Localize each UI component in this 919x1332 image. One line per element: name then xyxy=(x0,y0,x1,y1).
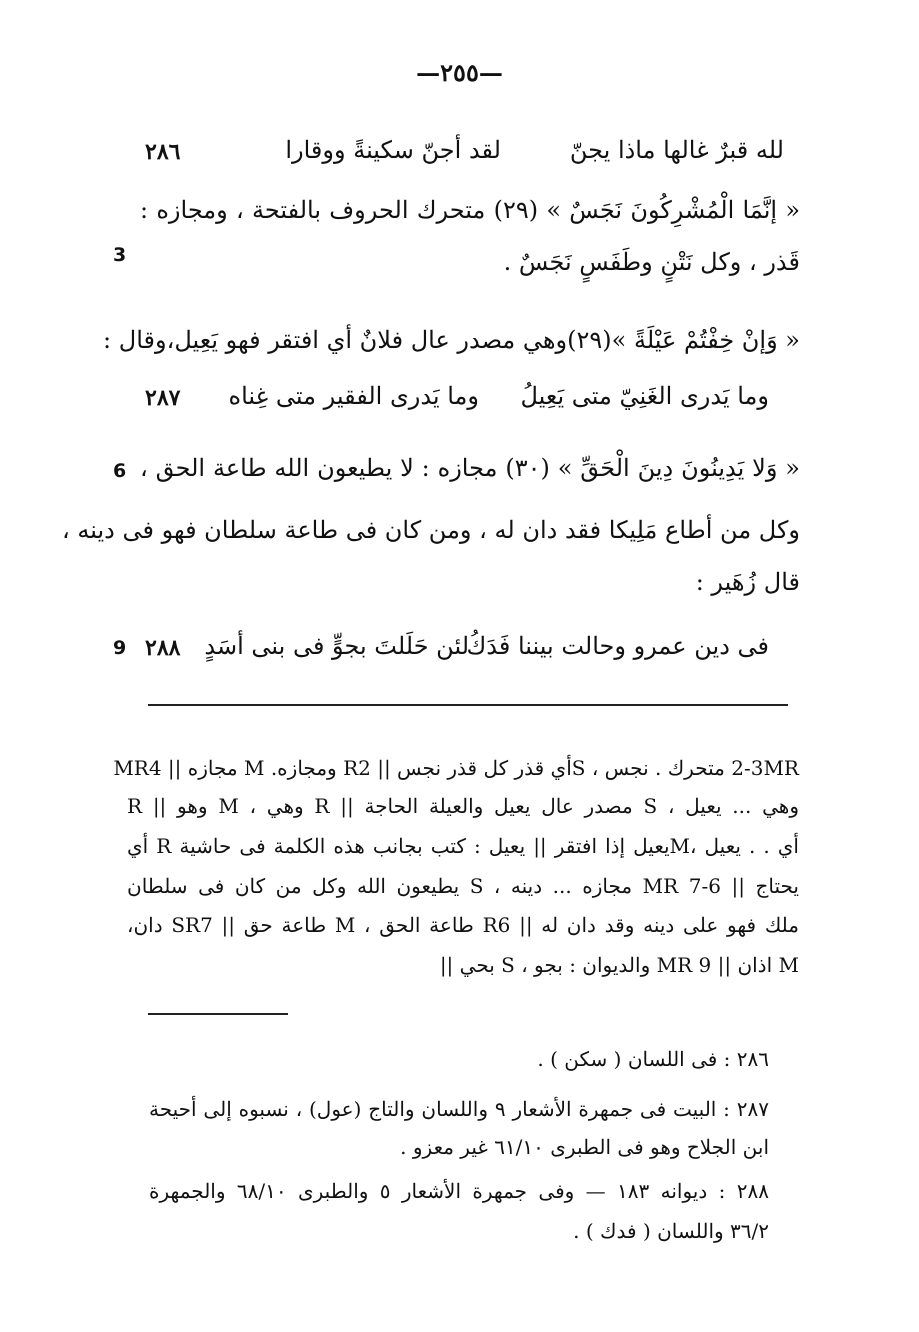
footnote-288-line-2: ٣٦/٢ واللسان ( فدك ) . xyxy=(573,1219,769,1243)
apparatus-line-3: أي . . يعيل ،Mيعيل إذا افتقر || يعيل : كتب بجانب هذه الكلمة فى حاشية R أي xyxy=(127,834,799,858)
para-1-line-1: « إنَّمَا الْمُشْرِكُونَ نَجَسٌ » (٢٩) متحرك الحروف بالفتحة ، ومجازه : xyxy=(140,196,800,224)
footnote-288-line-1: ٢٨٨ : ديوانه ١٨٣ — وفى جمهرة الأشعار ٥ والطبرى ٦٨/١٠ والجمهرة xyxy=(149,1179,769,1203)
apparatus-line-1: 2-3MR متحرك . نجس ، Sأي قذر كل قذر نجس || R2 ومجازه. M مجازه || MR4 xyxy=(113,756,799,780)
line-number-6: 6 xyxy=(113,460,127,482)
footnote-287-line-1: ٢٨٧ : البيت فى جمهرة الأشعار ٩ واللسان والتاج (عول) ، نسبوه إلى أحيحة xyxy=(149,1097,770,1121)
verse-286-number: ٢٨٦ xyxy=(145,139,181,165)
apparatus-line-2: وهي ... يعيل ، S مصدر عال يعيل والعيلة الحاجة || R وهي ، M وهو || R xyxy=(127,794,799,818)
apparatus-line-5: ملك فهو على دينه وقد دان له || R6 طاعة الحق ، M طاعة حق || SR7 دان، xyxy=(127,913,800,937)
footnote-divider xyxy=(148,1013,288,1015)
para-1-line-2: قَذر ، وكل نَتْنٍ وطَفَسٍ نَجَسٌ . xyxy=(503,248,800,276)
verse-286-left-hemistich: لله قبرٌ غالها ماذا يجنّ xyxy=(569,136,784,164)
verse-287-number: ٢٨٧ xyxy=(145,385,181,411)
page-number: —٢٥٥— xyxy=(416,58,503,87)
verse-288-right-hemistich: لئن حَلَلتَ بجوٍّ فى بنى أسَدٍ xyxy=(204,632,469,660)
verse-286-right-hemistich: لقد أجنّ سكينةً ووقارا xyxy=(285,136,501,164)
para-2-line-1: « وَإنْ خِفْتُمْ عَيْلَةً »(٢٩)وهي مصدر عال فلانٌ أي افتقر فهو يَعِيل،وقال : xyxy=(103,326,800,354)
apparatus-divider xyxy=(148,704,788,706)
para-3-line-3: قال زُهَير : xyxy=(695,568,800,596)
verse-287-left-hemistich: وما يَدرى الغَنِيّ متى يَعِيلُ xyxy=(520,382,769,410)
apparatus-line-6: M اذان || 9 MR والديوان : بجو ، S بحي || xyxy=(439,953,799,977)
line-number-3: 3 xyxy=(113,244,127,266)
verse-287-right-hemistich: وما يَدرى الفقير متى غِناه xyxy=(228,382,479,410)
para-3-line-2: وكل من أطاع مَلِيكا فقد دان له ، ومن كان فى طاعة سلطان فهو فى دينه ، xyxy=(62,516,800,544)
verse-288-number: ٢٨٨ xyxy=(145,635,181,661)
apparatus-line-4: يحتاج || 6-7 MR مجازه ... دينه ، S يطيعون الله وكل من كان فى سلطان xyxy=(127,874,799,898)
para-3-line-1: « وَلا يَدِينُونَ دِينَ الْحَقِّ » (٣٠) مجازه : لا يطيعون الله طاعة الحق ، xyxy=(140,454,800,482)
verse-288-left-hemistich: فى دين عمرو وحالت بيننا فَدَكُ xyxy=(466,632,769,660)
line-number-9: 9 xyxy=(113,637,127,659)
footnote-286: ٢٨٦ : فى اللسان ( سكن ) . xyxy=(537,1047,769,1071)
footnote-287-line-2: ابن الجلاح وهو فى الطبرى ٦١/١٠ غير معزو . xyxy=(400,1135,769,1159)
